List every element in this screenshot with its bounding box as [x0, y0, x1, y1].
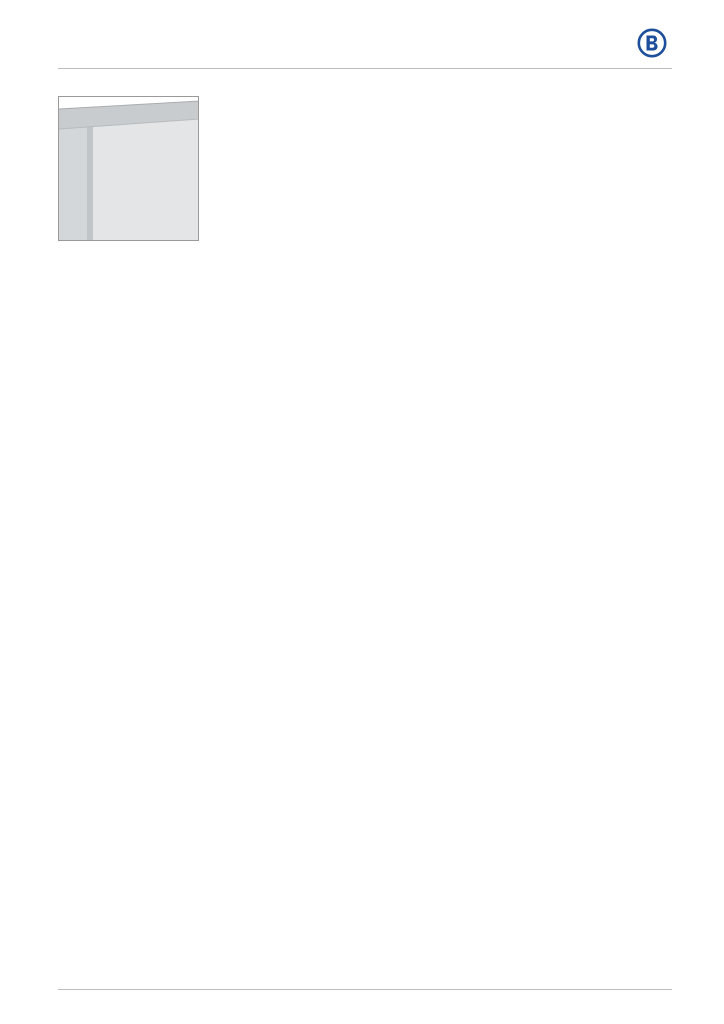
product-image [58, 96, 199, 241]
page-header [58, 20, 672, 70]
cable-duct-product-image [59, 97, 199, 241]
specs-heading [217, 130, 672, 142]
header-divider [58, 68, 672, 69]
iboco-logo [637, 28, 672, 58]
product-details [217, 96, 672, 154]
product-name [217, 96, 672, 108]
iboco-logo-icon [637, 28, 667, 58]
footer-divider [58, 989, 672, 990]
